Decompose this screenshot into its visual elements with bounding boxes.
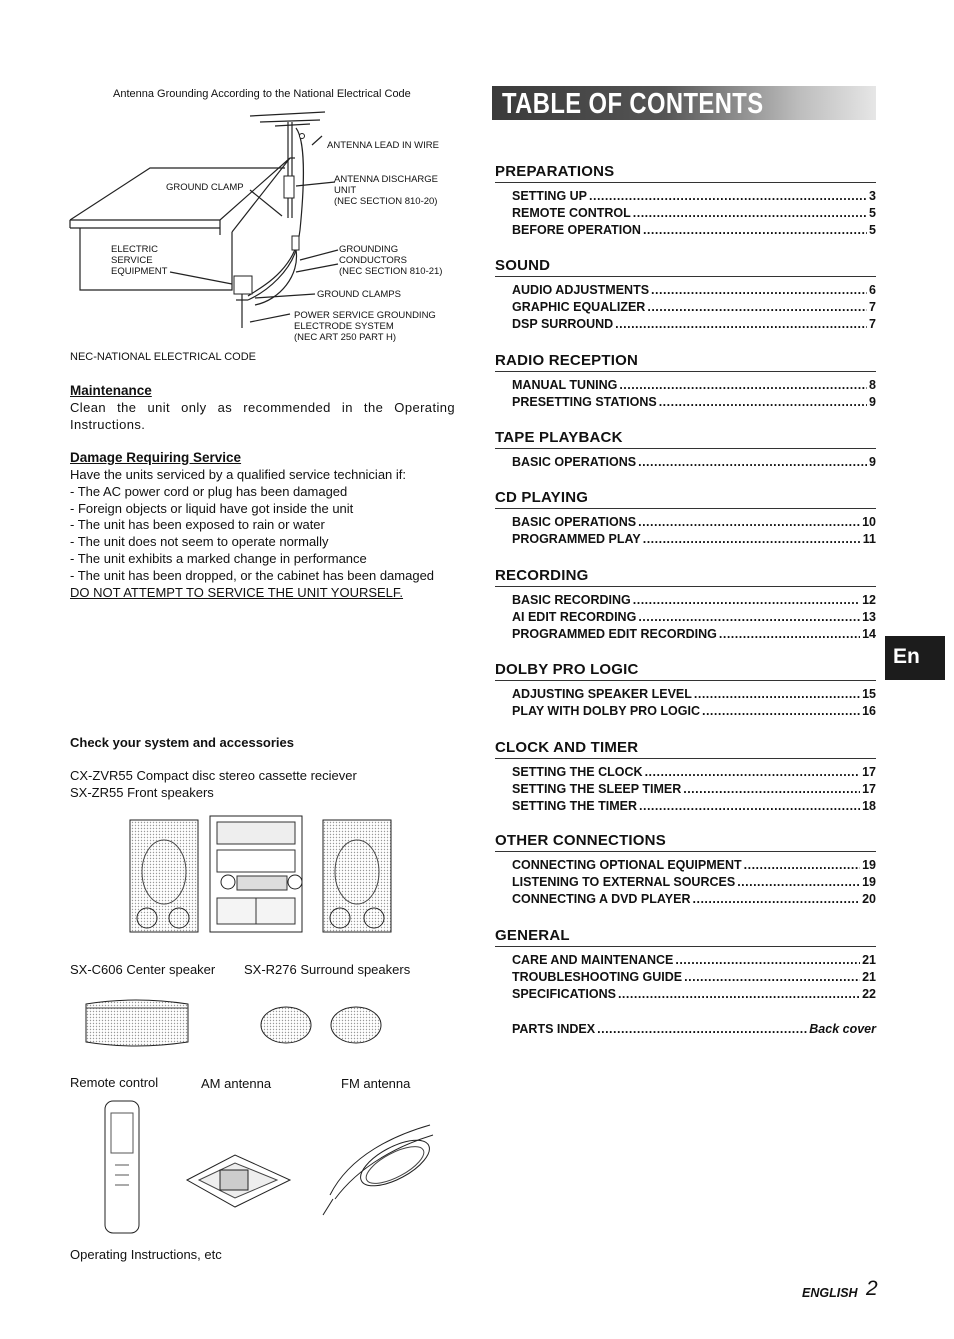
stereo-system-illustration [125, 812, 400, 937]
toc-section-tape [495, 429, 876, 471]
toc-section-cd [495, 489, 876, 548]
toc-section-dolby [495, 661, 876, 720]
speakers-illustration [80, 992, 390, 1054]
toc-section-title: PREPARATIONS [495, 163, 876, 183]
toc-entry[interactable]: CONNECTING A DVD PLAYER ..... 20 [512, 891, 876, 908]
maintenance-heading: Maintenance [70, 383, 152, 398]
damage-block [70, 467, 460, 601]
toc-entry[interactable]: PROGRAMMED EDIT RECORDING ..... 14 [512, 626, 876, 643]
label-power-service: POWER SERVICE GROUNDING ELECTRODE SYSTEM (NEC ART 250 PART H) [294, 310, 436, 343]
toc-banner-title: TABLE OF CONTENTS [502, 88, 764, 120]
toc-banner [492, 86, 876, 120]
toc-section-title: RECORDING [495, 567, 876, 587]
accessories-line2: SX-ZR55 Front speakers [70, 785, 214, 800]
maintenance-text: Clean the unit only as recommended in the Operating Instructions. [70, 400, 455, 432]
instructions-caption: Operating Instructions, etc [70, 1247, 222, 1262]
language-tab: En [885, 636, 945, 680]
toc-entry[interactable]: MANUAL TUNING ..... 8 [512, 377, 876, 394]
remote-caption: Remote control [70, 1075, 159, 1090]
label-lead-in-wire: ANTENNA LEAD IN WIRE [327, 140, 439, 151]
toc-section-general [495, 927, 876, 1002]
toc-entry[interactable]: ADJUSTING SPEAKER LEVEL ..... 15 [512, 686, 876, 703]
toc-entry[interactable]: BASIC RECORDING ..... 12 [512, 592, 876, 609]
toc-entry[interactable]: AUDIO ADJUSTMENTS ..... 6 [512, 282, 876, 299]
toc-entry[interactable]: DSP SURROUND ..... 7 [512, 316, 876, 333]
damage-item: - The unit exhibits a marked change in performance [70, 550, 367, 566]
damage-item: - The unit has been exposed to rain or water [70, 517, 325, 533]
accessories-illustration [95, 1095, 445, 1240]
damage-intro: Have the units serviced by a qualified service technician if: [70, 467, 407, 482]
toc-section-title: TAPE PLAYBACK [495, 429, 876, 449]
toc-section-title: GENERAL [495, 927, 876, 947]
toc-entry[interactable]: PLAY WITH DOLBY PRO LOGIC ..... 16 [512, 703, 876, 720]
toc-entry[interactable]: SETTING THE TIMER ..... 18 [512, 798, 876, 815]
accessories-line1: CX-ZVR55 Compact disc stereo cassette reciever [70, 768, 357, 783]
label-ground-clamps: GROUND CLAMPS [317, 289, 401, 300]
toc-section-preparations [495, 163, 876, 238]
damage-warning: DO NOT ATTEMPT TO SERVICE THE UNIT YOURSELF. [70, 584, 404, 600]
toc-entry[interactable]: CARE AND MAINTENANCE ..... 21 [512, 952, 876, 969]
toc-section-radio [495, 352, 876, 411]
toc-entry[interactable]: BEFORE OPERATION ..... 5 [512, 222, 876, 239]
toc-section-title: DOLBY PRO LOGIC [495, 661, 876, 681]
toc-entry[interactable]: SETTING UP ..... 3 [512, 188, 876, 205]
damage-item: - The unit does not seem to operate normally [70, 534, 329, 550]
page-number: 2 [866, 1277, 878, 1300]
label-ground-clamp: GROUND CLAMP [166, 182, 244, 193]
toc-entry[interactable]: SPECIFICATIONS ..... 22 [512, 986, 876, 1003]
toc-section-sound [495, 257, 876, 332]
footer-language: ENGLISH [802, 1286, 858, 1300]
toc-section-recording [495, 567, 876, 642]
toc-entry[interactable]: REMOTE CONTROL ..... 5 [512, 205, 876, 222]
toc-entry-parts-index[interactable]: PARTS INDEX ..... Back cover [512, 1021, 876, 1038]
damage-heading: Damage Requiring Service [70, 450, 242, 465]
label-electric-service: ELECTRIC SERVICE EQUIPMENT [111, 244, 168, 277]
toc-entry[interactable]: GRAPHIC EQUALIZER ..... 7 [512, 299, 876, 316]
toc-entry[interactable]: AI EDIT RECORDING ..... 13 [512, 609, 876, 626]
toc-section-other [495, 832, 876, 907]
toc-entry[interactable]: CONNECTING OPTIONAL EQUIPMENT ..... 19 [512, 857, 876, 874]
damage-item: - The AC power cord or plug has been damaged [70, 483, 348, 499]
toc-entry[interactable]: TROUBLESHOOTING GUIDE ..... 21 [512, 969, 876, 986]
toc-entry[interactable]: BASIC OPERATIONS ..... 10 [512, 514, 876, 531]
accessories-heading: Check your system and accessories [70, 735, 295, 750]
label-discharge-unit: ANTENNA DISCHARGE UNIT (NEC SECTION 810-20) [334, 174, 438, 207]
toc-section-clock [495, 739, 876, 814]
center-speaker-caption: SX-C606 Center speaker [70, 962, 216, 977]
label-grounding-conductors: GROUNDING CONDUCTORS (NEC SECTION 810-21) [339, 244, 443, 277]
toc-entry[interactable]: PRESETTING STATIONS ..... 9 [512, 394, 876, 411]
fm-antenna-caption: FM antenna [341, 1076, 411, 1091]
toc-section-title: CD PLAYING [495, 489, 876, 509]
am-antenna-caption: AM antenna [201, 1076, 272, 1091]
toc-parts-index [495, 1021, 876, 1038]
toc-section-title: RADIO RECEPTION [495, 352, 876, 372]
toc-section-title: OTHER CONNECTIONS [495, 832, 876, 852]
toc-section-title: SOUND [495, 257, 876, 277]
damage-item: - Foreign objects or liquid have got inside the unit [70, 500, 354, 516]
surround-speakers-caption: SX-R276 Surround speakers [244, 962, 411, 977]
diagram-title: Antenna Grounding According to the National Electrical Code [113, 88, 411, 100]
toc-entry[interactable]: LISTENING TO EXTERNAL SOURCES ..... 19 [512, 874, 876, 891]
toc-entry[interactable]: BASIC OPERATIONS ..... 9 [512, 454, 876, 471]
nec-footnote: NEC-NATIONAL ELECTRICAL CODE [70, 351, 257, 363]
toc-entry[interactable]: PROGRAMMED PLAY ..... 11 [512, 531, 876, 548]
toc-entry[interactable]: SETTING THE SLEEP TIMER ..... 17 [512, 781, 876, 798]
damage-item: - The unit has been dropped, or the cabinet has been damaged [70, 567, 435, 583]
toc-section-title: CLOCK AND TIMER [495, 739, 876, 759]
toc-entry[interactable]: SETTING THE CLOCK ..... 17 [512, 764, 876, 781]
